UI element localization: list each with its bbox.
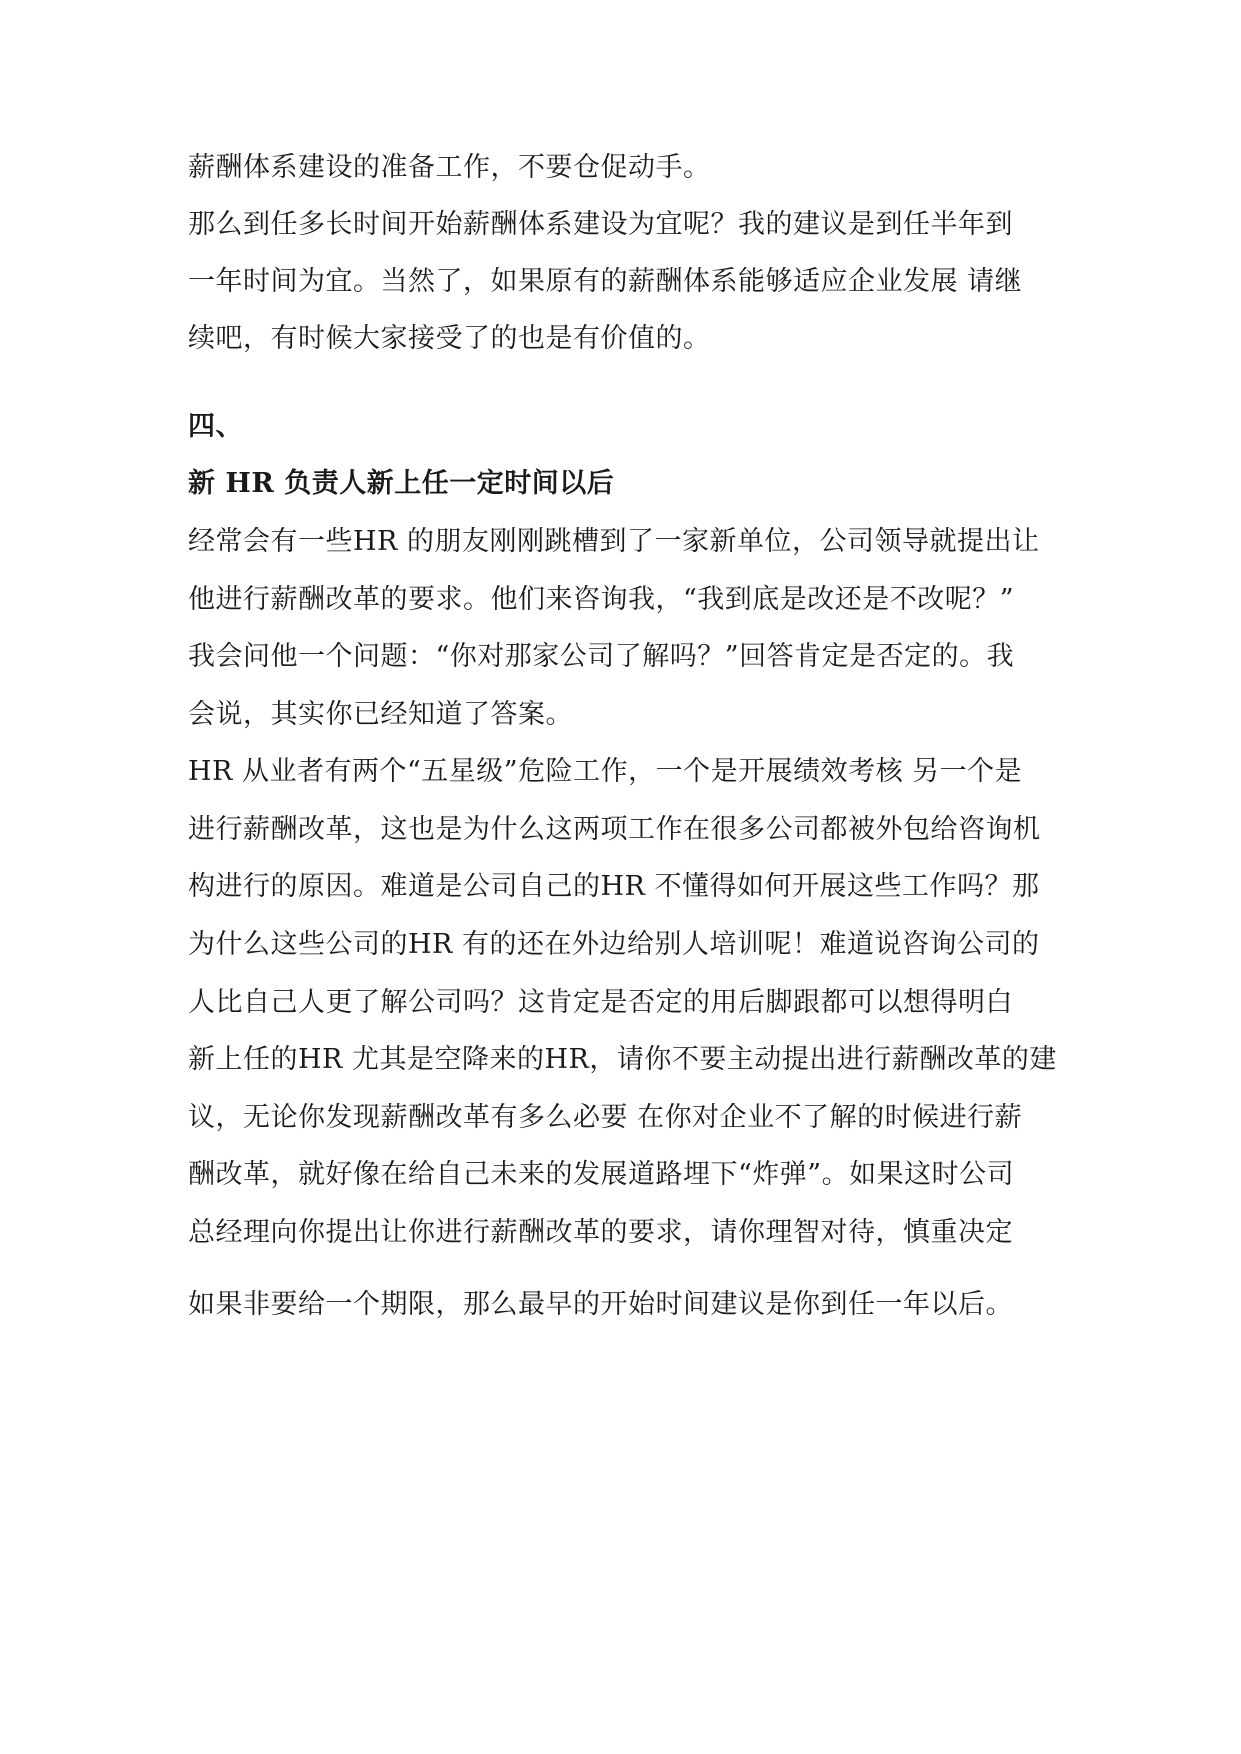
paragraph-line: 会说，其实你已经知道了答案。 xyxy=(188,699,573,730)
paragraph-line: 构进行的原因。难道是公司自己的HR 不懂得如何开展这些工作吗？那 xyxy=(188,871,1040,902)
paragraph-line: 为什么这些公司的HR 有的还在外边给别人培训呢！难道说咨询公司的 xyxy=(188,929,1040,960)
paragraph-line: 续吧，有时候大家接受了的也是有价值的。 xyxy=(188,323,711,354)
paragraph-line: 人比自己人更了解公司吗？这肯定是否定的用后脚跟都可以想得明白 xyxy=(188,987,1013,1018)
paragraph-line: 总经理向你提出让你进行薪酬改革的要求，请你理智对待，慎重决定 xyxy=(188,1217,1013,1248)
paragraph-line: HR 从业者有两个“五星级”危险工作，一个是开展绩效考核 另一个是 xyxy=(188,756,1023,787)
paragraph-line: 进行薪酬改革，这也是为什么这两项工作在很多公司都被外包给咨询机 xyxy=(188,814,1041,845)
paragraph-line: 薪酬体系建设的准备工作，不要仓促动手。 xyxy=(188,152,711,183)
paragraph-line: 一年时间为宜。当然了，如果原有的薪酬体系能够适应企业发展 请继 xyxy=(188,266,1023,297)
paragraph-line: 经常会有一些HR 的朋友刚刚跳槽到了一家新单位，公司领导就提出让 xyxy=(188,526,1040,557)
paragraph-line: 他进行薪酬改革的要求。他们来咨询我，“我到底是改还是不改呢？” xyxy=(188,584,1015,615)
paragraph-line: 议，无论你发现薪酬改革有多么必要 在你对企业不了解的时候进行薪 xyxy=(188,1102,1023,1133)
section-heading: 新 HR 负责人新上任一定时间以后 xyxy=(188,468,615,499)
paragraph-line: 如果非要给一个期限，那么最早的开始时间建议是你到任一年以后。 xyxy=(188,1289,1013,1320)
section-number: 四、 xyxy=(188,411,243,442)
paragraph-line: 酬改革，就好像在给自己未来的发展道路埋下“炸弹”。如果这时公司 xyxy=(188,1159,1015,1190)
paragraph-line: 新上任的HR 尤其是空降来的HR，请你不要主动提出进行薪酬改革的建 xyxy=(188,1044,1057,1075)
paragraph-line: 那么到任多长时间开始薪酬体系建设为宜呢？我的建议是到任半年到 xyxy=(188,209,1013,240)
paragraph-line: 我会问他一个问题：“你对那家公司了解吗？”回答肯定是否定的。我 xyxy=(188,641,1015,672)
